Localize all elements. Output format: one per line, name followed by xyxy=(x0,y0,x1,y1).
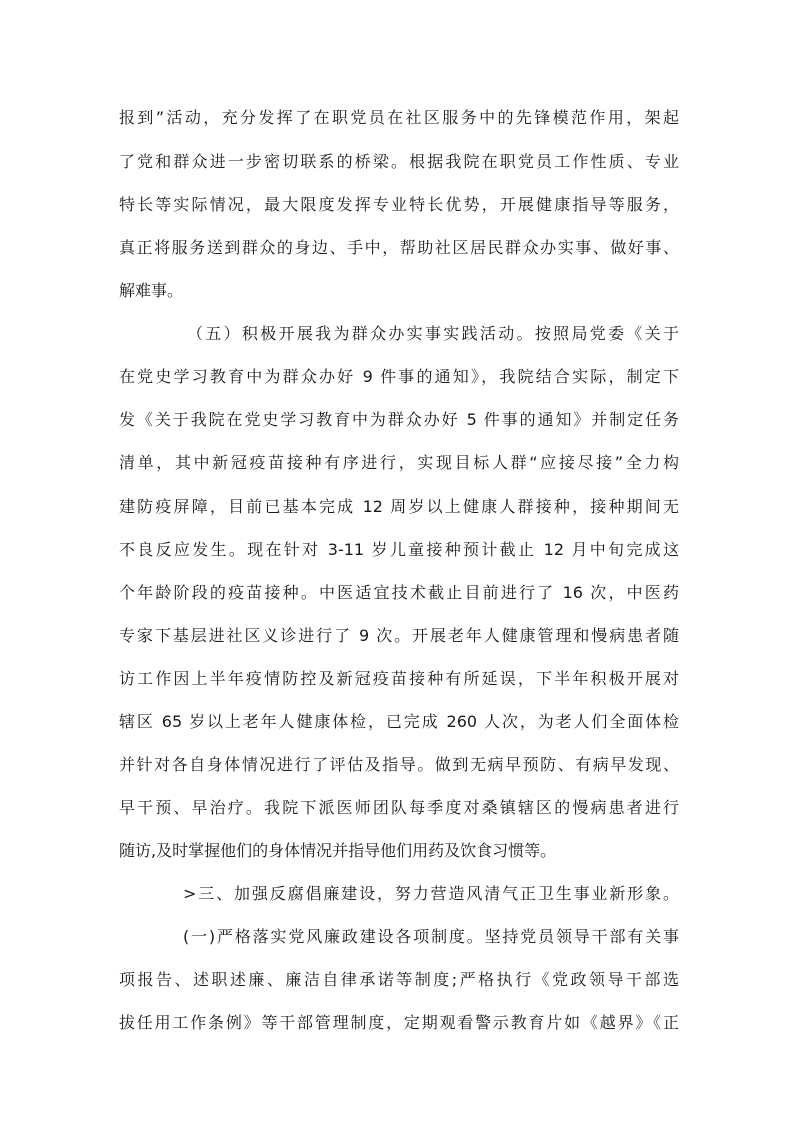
text-line: 清单，其中新冠疫苗接种有序进行，实现目标人群“应接尽接”全力构 xyxy=(119,453,679,472)
text-line: 了党和群众进一步密切联系的桥梁。根据我院在职党员工作性质、专业 xyxy=(119,152,679,171)
text-line: 建防疫屏障，目前已基本完成 12 周岁以上健康人群接种，接种期间无 xyxy=(119,497,679,516)
text-line: 发《关于我院在党史学习教育中为群众办好 5 件事的通知》并制定任务 xyxy=(119,410,679,429)
text-line: 报到”活动，充分发挥了在职党员在社区服务中的先锋模范作用，架起 xyxy=(119,108,679,127)
section-heading-line: >三、加强反腐倡廉建设，努力营造风清气正卫生事业新形象。 xyxy=(183,884,679,903)
text-line: 在党史学习教育中为群众办好 9 件事的通知》，我院结合实际，制定下 xyxy=(119,367,679,386)
text-line: 辖区 65 岁以上老年人健康体检，已完成 260 人次，为老人们全面体检 xyxy=(119,712,679,731)
text-line: 解难事。 xyxy=(119,281,184,300)
text-line: 项报告、述职述廉、廉洁自律承诺等制度;严格执行《党政领导干部选 xyxy=(119,970,679,989)
text-line: 真正将服务送到群众的身边、手中，帮助社区居民群众办实事、做好事、 xyxy=(119,238,679,257)
text-line: 特长等实际情况，最大限度发挥专业特长优势，开展健康指导等服务， xyxy=(119,195,679,214)
text-line: 拔任用工作条例》等干部管理制度，定期观看警示教育片如《越界》《正 xyxy=(119,1013,679,1032)
text-line: 早干预、早治疗。我院下派医师团队每季度对桑镇辖区的慢病患者进行 xyxy=(119,798,679,817)
text-line: 访工作因上半年疫情防控及新冠疫苗接种有所延误，下半年积极开展对 xyxy=(119,669,679,688)
text-line: 并针对各自身体情况进行了评估及指导。做到无病早预防、有病早发现、 xyxy=(119,755,679,774)
text-line: 专家下基层进社区义诊进行了 9 次。开展老年人健康管理和慢病患者随 xyxy=(119,626,679,645)
text-line: 随访,及时掌握他们的身体情况并指导他们用药及饮食习惯等。 xyxy=(119,841,557,860)
section-heading-line: （五）积极开展我为群众办实事实践活动。按照局党委《关于 xyxy=(187,324,679,343)
text-line: 个年龄阶段的疫苗接种。中医适宜技术截止目前进行了 16 次，中医药 xyxy=(119,583,679,602)
subsection-heading-line: (一)严格落实党风廉政建设各项制度。坚持党员领导干部有关事 xyxy=(183,927,679,946)
text-line: 不良反应发生。现在针对 3-11 岁儿童接种预计截止 12 月中旬完成这 xyxy=(119,540,679,559)
